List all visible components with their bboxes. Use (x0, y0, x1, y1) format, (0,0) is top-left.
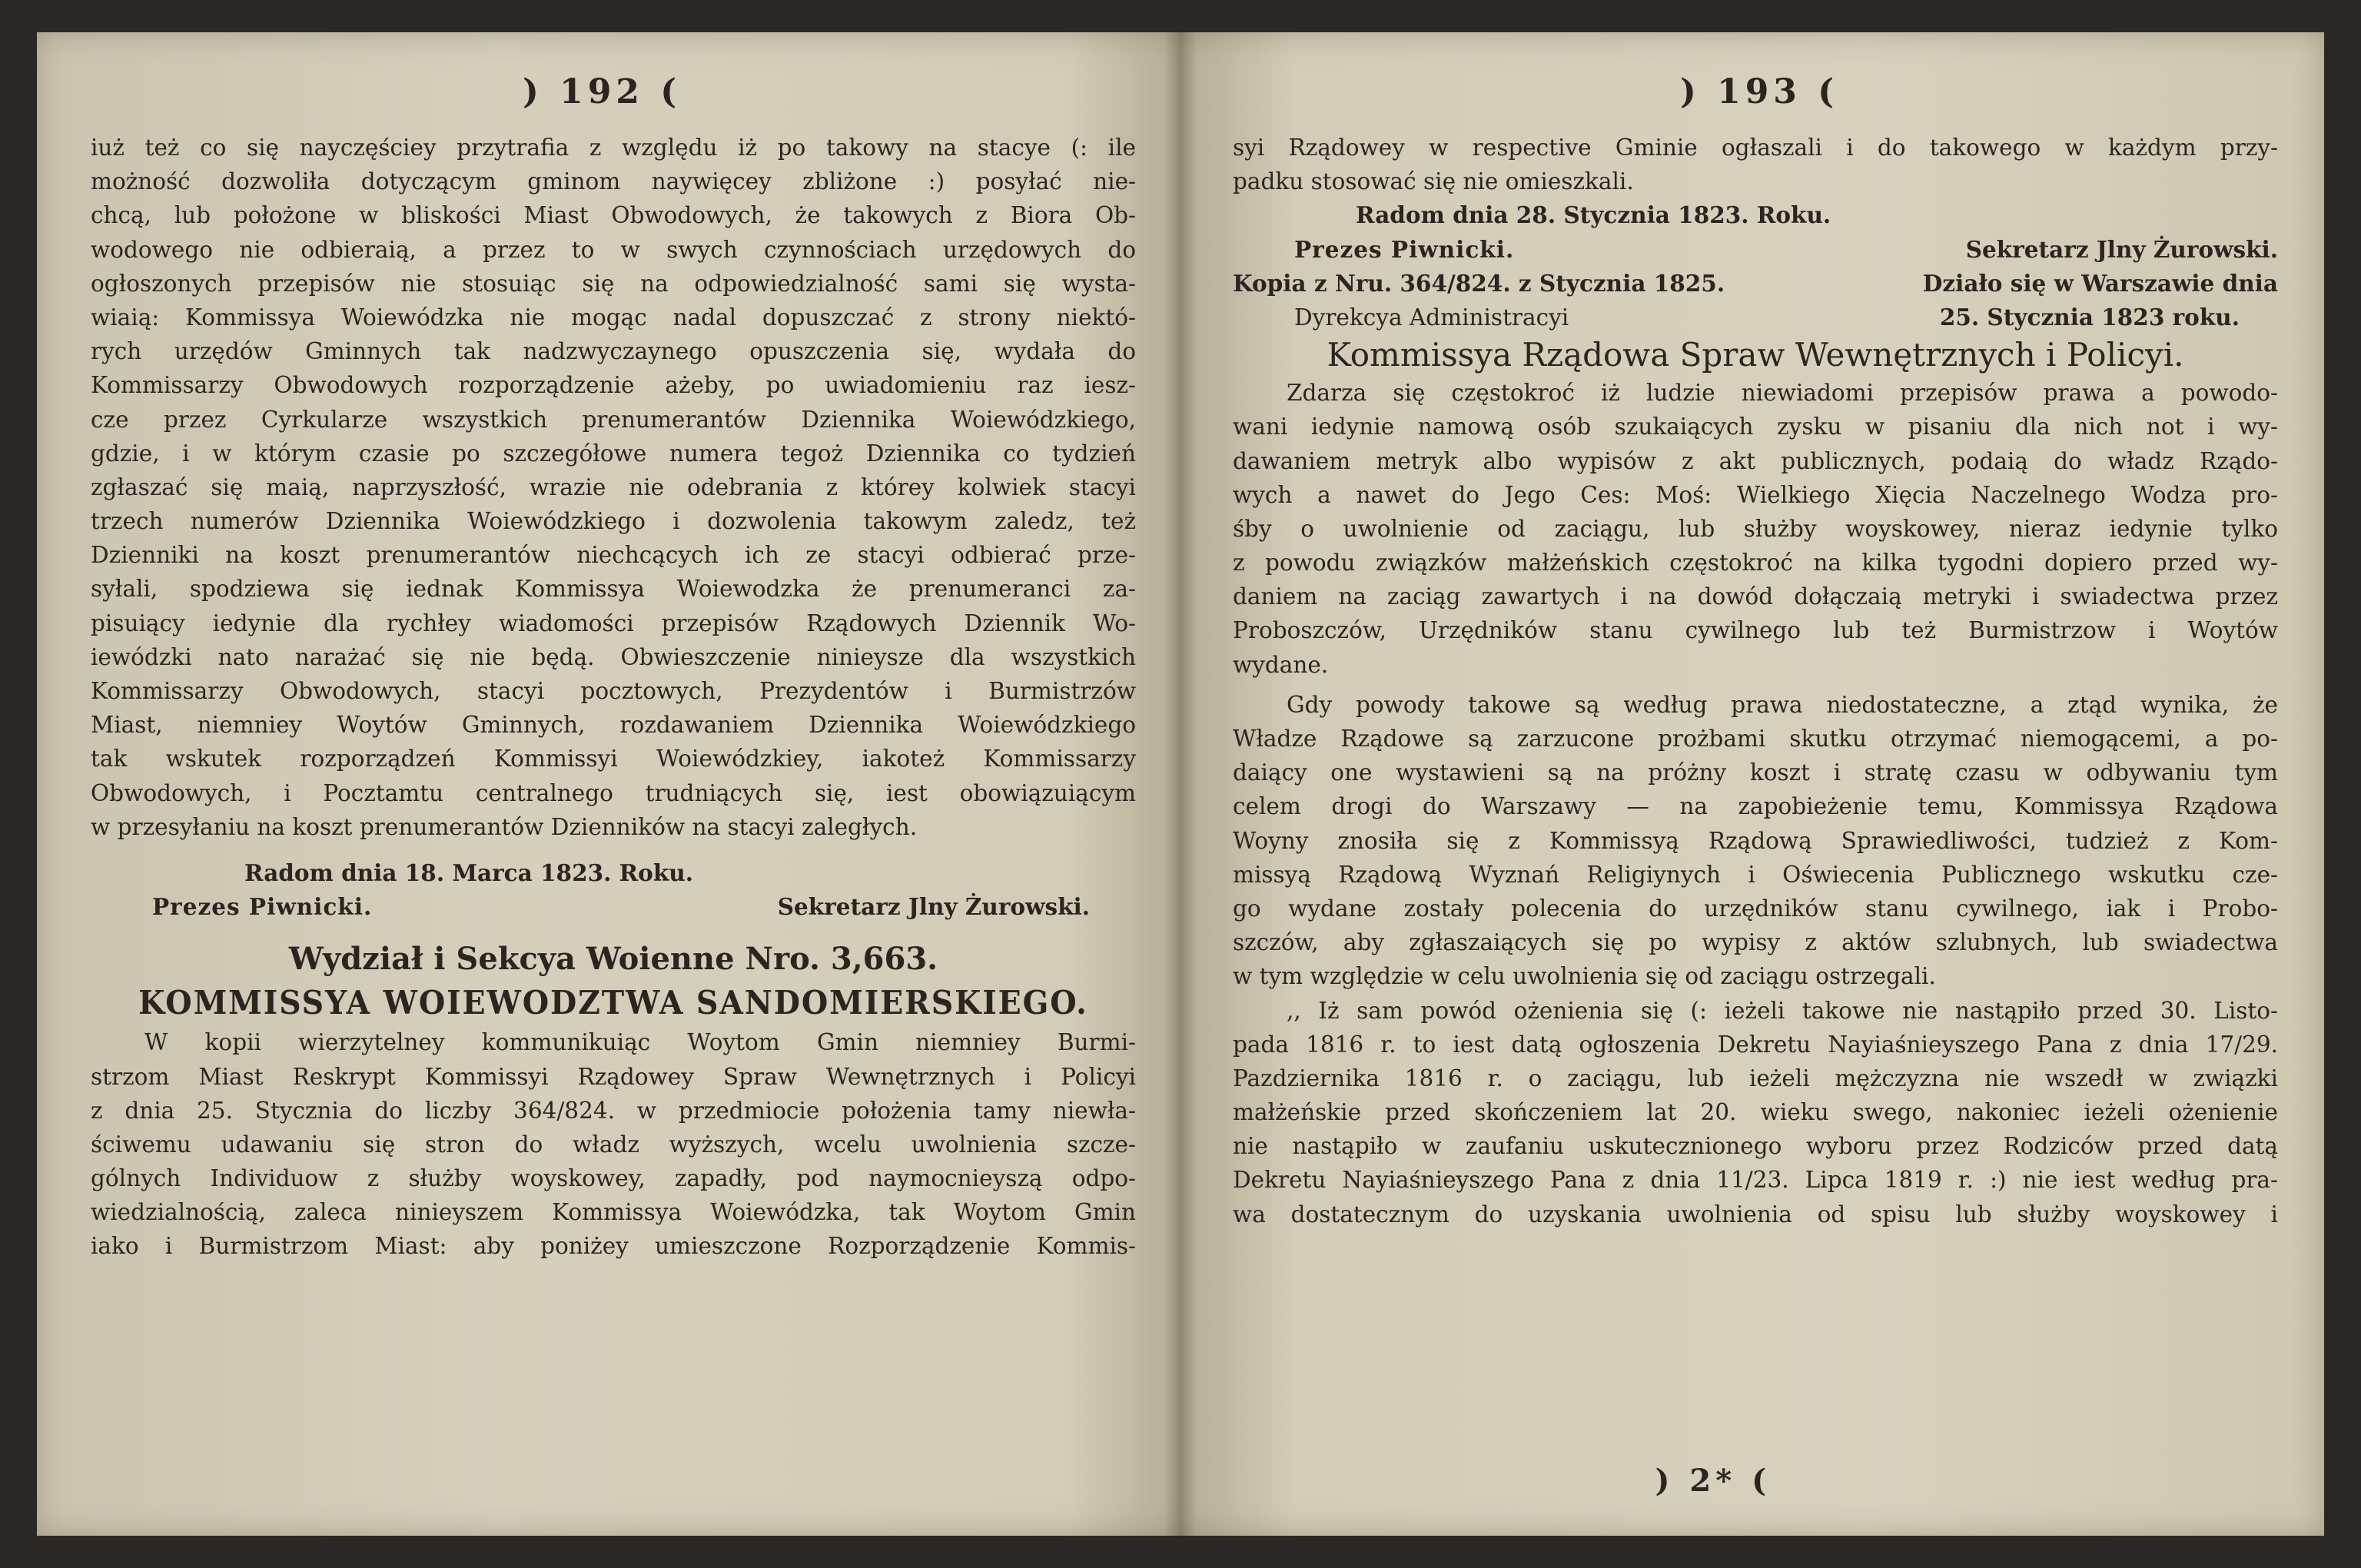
text-line: go wydane zostały polecenia do urzędników stanu cywilnego, iak i Probo- (1233, 895, 2278, 922)
text-line: iako i Burmistrzom Miast: aby poniżey umieszczone Rozporządzenie Kommis- (91, 1233, 1136, 1260)
text-line: możność dozwoliła dotyczącym gminom naywięcey zbliżone :) posyłać nie- (91, 168, 1136, 195)
text-line: celem drogi do Warszawy — na zapobieżenie temu, Kommissya Rządowa (1233, 793, 2278, 820)
book-spread (37, 32, 2324, 1536)
text-line: chcą, lub położone w bliskości Miast Obwodowych, że takowych z Biora Ob- (91, 202, 1136, 229)
text-line: gólnych Individuow z służby woyskowey, zapadły, pod naymocnieyszą odpo- (91, 1165, 1136, 1192)
page-number: ) 192 ( (522, 72, 682, 111)
text-line: syi Rządowey w respective Gminie ogłaszali i do takowego w każdym przy- (1233, 135, 2278, 161)
text-line: wiaią: Kommissya Woiewódzka nie mogąc nadal dopuszczać z strony niektó- (91, 304, 1136, 331)
signature-row (1233, 233, 2278, 267)
text-line: Dzienniki na koszt prenumerantów niechcących ich ze stacyi odbierać prze- (91, 542, 1136, 569)
text-line: Dekretu Nayiaśnieyszego Pana z dnia 11/23. Lipca 1819 r. :) nie iest według pra- (1233, 1167, 2278, 1194)
text-line: wa dostatecznym do uzyskania uwolnienia od spisu lub służby woyskowey i (1233, 1201, 2278, 1227)
text-line: W kopii wierzytelney kommunikuiąc Woytom Gmin niemniey Burmi- (144, 1029, 1136, 1056)
text-line: Kommissarzy Obwodowych rozporządzenie ażeby, po uwiadomieniu raz iesz- (91, 372, 1136, 399)
text-line: wani iedynie namową osób szukaiących zysku w pisaniu dla nich not i wy- (1233, 414, 2278, 440)
text-line: Gdy powody takowe są według prawa niedostateczne, a ztąd wynika, że (1287, 691, 2278, 718)
date-line: Radom dnia 18. Marca 1823. Roku. (244, 859, 694, 886)
text-line: Kommissarzy Obwodowych, stacyi pocztowych, Prezydentów i Burmistrzów (91, 678, 1136, 704)
commission-heading: KOMMISSYA WOIEWODZTWA SANDOMIERSKIEGO. (138, 984, 1088, 1022)
text-line: daiący one wystawieni są na próżny koszt i stratę czasu w odbywaniu tym (1233, 759, 2278, 786)
paragraph-one (1233, 376, 2278, 682)
left-text-block (91, 131, 1136, 1264)
text-line: zgłaszać się maią, naprzyszłość, wrazie nie odebrania z którey kolwiek stacyi (91, 473, 1136, 500)
text-line: tak wskutek rozporządzeń Kommissyi Woiewódzkiey, iakoteż Kommissarzy (91, 746, 1136, 772)
ministry-heading: Kommissya Rządowa Spraw Wewnętrznych i Policyi. (1327, 336, 2184, 374)
secretary-signature: Sekretarz Jlny Żurowski. (1965, 235, 2278, 263)
text-line: Miast, niemniey Woytów Gminnych, rozdawaniem Dziennika Woiewódzkiego (91, 712, 1136, 739)
text-line: pada 1816 r. to iest datą ogłoszenia Dekretu Nayiaśnieyszego Pana z dnia 17/29. (1233, 1031, 2278, 1058)
text-line: rych urzędów Gminnych tak nadzwyczaynego opuszczenia się, wydała do (91, 338, 1136, 365)
place-date: 25. Stycznia 1823 roku. (1939, 303, 2240, 331)
text-line: Pazdziernika 1816 r. o zaciągu, lub ieżeli mężczyzna nie wszedł w związki (1233, 1065, 2278, 1091)
text-line: Proboszczów, Urzędników stanu cywilnego lub też Burmistrzow i Woytów (1233, 617, 2278, 644)
place-line: Działo się w Warszawie dnia (1922, 269, 2278, 297)
text-line: w przesyłaniu na koszt prenumerantów Dzienników na stacyi zaległych. (91, 813, 918, 840)
text-line: daniem na zaciąg zawartych i na dowód dołączaią metryki i swiadectwa przez (1233, 583, 2278, 610)
text-line: missyą Rządową Wyznań Religiynych i Oświecenia Publicznego wskutku cze- (1233, 861, 2278, 888)
text-line: wodowego nie odbieraią, a przez to w swych czynnościach urzędowych do (91, 236, 1136, 263)
text-line: śby o uwolnienie od zaciągu, lub służby woyskowey, nieraz iedynie tylko (1233, 515, 2278, 542)
text-line: wiedzialnością, zaleca ninieyszem Kommissya Woiewódzka, tak Woytom Gmin (91, 1199, 1136, 1226)
president-signature: Prezes Piwnicki. (1294, 235, 1515, 263)
text-line: wych a nawet do Jego Ces: Moś: Wielkiego Xięcia Naczelnego Wodza pro- (1233, 481, 2278, 508)
section-heading: Wydział i Sekcya Woienne Nro. 3,663. (288, 941, 938, 978)
paragraph-three (1233, 994, 2278, 1231)
president-signature: Prezes Piwnicki. (152, 893, 373, 921)
text-line: cze przez Cyrkularze wszystkich prenumerantów Dziennika Woiewódzkiego, (91, 406, 1136, 433)
right-text-block (1233, 131, 2278, 1231)
right-page (1194, 32, 2324, 1536)
text-line: ściwemu udawaniu się stron do władz wyższych, wcelu uwolnienia szcze- (91, 1131, 1136, 1158)
text-line: Woyny znosiła się z Kommissyą Rządową Sprawiedliwości, tudzież z Kom- (1233, 827, 2278, 854)
text-line: szczów, aby zgłaszaiących się po wypisy z aktów szlubnych, lub swiadectwa (1233, 929, 2278, 956)
text-line: iuż też co się nayczęściey przytrafia z względu iż po takowy na stacye (: ile (91, 135, 1136, 161)
text-line: w tym względzie w celu uwolnienia się od zaciągu ostrzegali. (1233, 963, 1936, 990)
text-line: gdzie, i w którym czasie po szczegółowe numera tegoż Dziennika co tydzień (91, 440, 1136, 467)
text-line: pisuiący iedynie dla rychłey wiadomości przepisów Rządowych Dziennik Wo- (91, 610, 1136, 636)
text-line: trzech numerów Dziennika Woiewódzkiego i dozwolenia takowym zaledz, też (91, 508, 1136, 535)
paragraph-notice (91, 131, 1136, 844)
signature-row (91, 890, 1136, 924)
text-line: dawaniem metryk albo wypisów z akt publicznych, podaią do władz Rządo- (1233, 447, 2278, 474)
text-line: Obwodowych, i Pocztamtu centralnego trudniących się, iest obowiązuiącym (91, 779, 1136, 806)
directorate-row (1233, 301, 2278, 334)
text-line: iewódzki nato narażać się nie będą. Obwieszczenie ninieysze dla wszystkich (91, 643, 1136, 670)
directorate-label: Dyrekcya Administracyi (1294, 304, 1569, 331)
text-line: syłali, spodziewa się iednak Kommissya Woiewodzka że prenumeranci za- (91, 576, 1136, 603)
text-line: ,, Iż sam powód ożenienia się (: ieżeli takowe nie nastąpiło przed 30. Listo- (1287, 997, 2278, 1024)
text-line: strzom Miast Reskrypt Kommissyi Rządowey Spraw Wewnętrznych i Policyi (91, 1063, 1136, 1090)
text-line: wydane. (1233, 651, 1329, 678)
catchword: ) 2* ( (1655, 1463, 1771, 1499)
left-page (37, 32, 1167, 1536)
paragraph-continuation (1233, 131, 2278, 198)
text-line: nie nastąpiło w zaufaniu uskutecznionego wyboru przez Rodziców przed datą (1233, 1133, 2278, 1160)
date-line: Radom dnia 28. Stycznia 1823. Roku. (1356, 201, 1831, 229)
text-line: Władze Rządowe są zarzucone prożbami skutku otrzymać niemogącemi, a po- (1233, 726, 2278, 752)
paragraph-communication (91, 1025, 1136, 1263)
copy-reference: Kopia z Nru. 364/824. z Stycznia 1825. (1233, 269, 1725, 297)
secretary-signature: Sekretarz Jlny Żurowski. (777, 893, 1090, 921)
text-line: ogłoszonych przepisów nie stosuiąc się na odpowiedzialność sami się wysta- (91, 270, 1136, 297)
text-line: Zdarza się częstokroć iż ludzie niewiadomi przepisów prawa a powodo- (1287, 380, 2278, 407)
paragraph-two (1233, 688, 2278, 994)
text-line: z powodu związków małżeńskich częstokroć na kilka tygodni dopiero przed wy- (1233, 550, 2278, 576)
text-line: padku stosować się nie omieszkali. (1233, 168, 1634, 195)
text-line: z dnia 25. Stycznia do liczby 364/824. w przedmiocie położenia tamy niewła- (91, 1097, 1136, 1124)
copy-row (1233, 267, 2278, 301)
page-number: ) 193 ( (1679, 72, 1839, 111)
text-line: małżeńskie przed skończeniem lat 20. wieku swego, nakoniec ieżeli ożenienie (1233, 1099, 2278, 1126)
